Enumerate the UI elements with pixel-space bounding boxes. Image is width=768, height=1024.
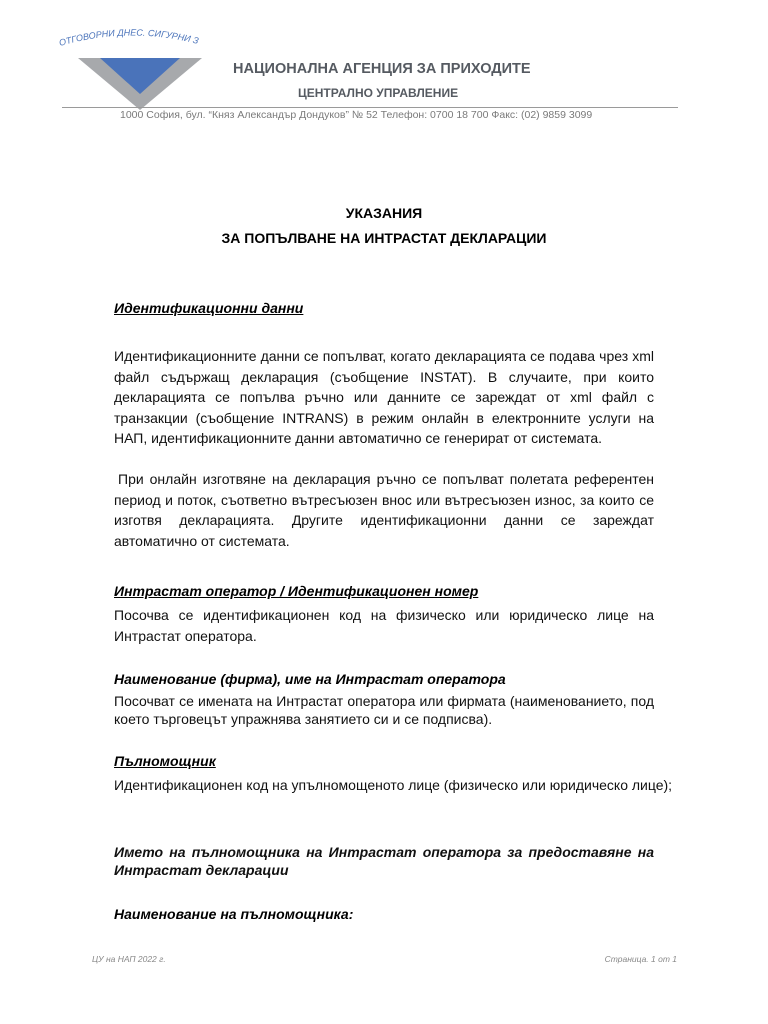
proxy-paragraph: Идентификационен код на упълномощеното лице (физическо или юридическо лице); — [114, 777, 673, 793]
svg-text:ОТГОВОРНИ ДНЕС. СИГУРНИ ЗА УТР — [56, 24, 200, 48]
agency-name: НАЦИОНАЛНА АГЕНЦИЯ ЗА ПРИХОДИТЕ — [233, 61, 531, 77]
document-title: УКАЗАНИЯ — [345, 205, 423, 221]
section-heading-name: Наименование (фирма), име на Интрастат оператора — [114, 671, 506, 687]
identification-paragraph-2 — [114, 469, 654, 551]
section-heading-identification: Идентификационни данни — [114, 300, 304, 316]
section-heading-operator: Интрастат оператор / Идентификационен номер — [114, 583, 479, 599]
agency-address: 1000 София, бул. “Княз Александър Дондуков” № 52 Телефон: 0700 18 700 Факс: (02) 9859 3099 — [120, 109, 593, 121]
nap-logo — [56, 24, 216, 112]
logo-slogan: ОТГОВОРНИ ДНЕС. СИГУРНИ З — [57, 27, 200, 48]
identification-paragraph-1: Идентификационните данни се попълват, когато декларацията се подава чрез xml файл съдържащ декларация (съобщение INSTAT). В случаите, при които декларацията се попълва ръчно или данните се зареждат от xml файл с транзакции (съобщение INTRANS) в режим онлайн в електронните услуги на НАП, идентификационните данни автоматично се генерират от системата. — [114, 348, 654, 446]
nap-logo-icon — [56, 24, 216, 112]
operator-paragraph: Посочва се идентификационен код на физическо или юридическо лице на Интрастат оператора. — [114, 607, 654, 644]
section-heading-proxy: Пълномощник — [114, 753, 216, 769]
footer-left: ЦУ на НАП 2022 г. — [92, 954, 166, 964]
identification-paragraph-2-text: При онлайн изготвяне на декларация ръчно се попълват полетата референтен период и поток, съответно вътресъюзен внос или вътресъюзен износ, за които се изготвя декларацията. Другите идентификационни данни се зареждат автоматично от системата. — [114, 471, 654, 549]
section-heading-proxy-name-for-operator: Името на пълномощника на Интрастат оператора за предоставяне на Интрастат декларации — [114, 844, 654, 878]
name-paragraph: Посочват се имената на Интрастат оператора или фирмата (наименованието, под което търговецът упражнява занятието си и се подписва). — [114, 693, 654, 727]
department-name: ЦЕНТРАЛНО УПРАВЛЕНИЕ — [298, 86, 459, 100]
document-subtitle: ЗА ПОПЪЛВАНЕ НА ИНТРАСТАТ ДЕКЛАРАЦИИ — [221, 230, 547, 246]
header-divider — [62, 107, 678, 108]
section-heading-proxy-name: Наименование на пълномощника: — [114, 906, 354, 922]
page-number: Страница. 1 от 1 — [604, 954, 677, 964]
